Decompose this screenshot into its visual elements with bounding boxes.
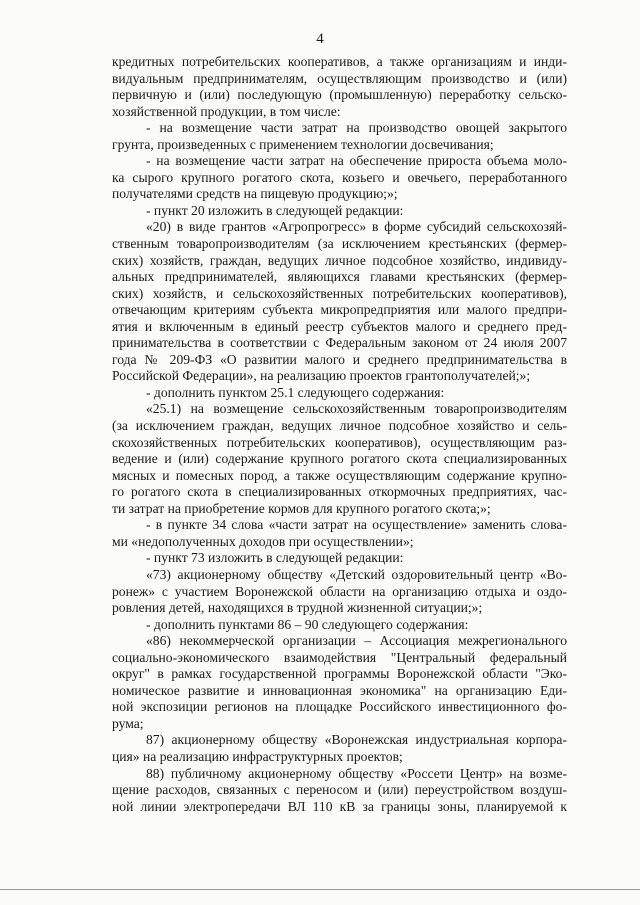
text-line: округ" в рамках государственной программы Воронежской области "Эко- xyxy=(112,666,567,682)
text-line: - на возмещение части затрат на обеспечение прироста объема моло- xyxy=(146,153,567,169)
text-line: - дополнить пунктом 25.1 следующего содержания: xyxy=(146,384,445,400)
text-line: «25.1) на возмещение сельскохозяйственным товаропроизводителям xyxy=(146,401,567,417)
text-line: отвечающим критериям субъекта микропредприятия или малого предпри- xyxy=(112,302,567,318)
text-line: номическое развитие и инновационная экономика" на организацию Еди- xyxy=(112,682,567,698)
page-bottom-rule xyxy=(0,889,640,890)
text-line: принимательства в соответствии с Федеральным законом от 24 июля 2007 xyxy=(112,335,567,351)
text-line: - пункт 73 изложить в следующей редакции: xyxy=(146,550,404,566)
text-line: ми «недополученных доходов при осуществлении»; xyxy=(112,533,414,549)
text-line: рума; xyxy=(112,715,144,731)
text-line: го рогатого скота в специализированных откормочных предприятиях, час- xyxy=(112,484,567,500)
text-line: года № 209-ФЗ «О развитии малого и среднего предпринимательства в xyxy=(112,351,567,367)
text-line: «73) акционерному обществу «Детский оздоровительный центр «Во- xyxy=(146,566,567,582)
text-line: грунта, произведенных с применением технологии досвечивания; xyxy=(112,136,494,152)
text-line: ственным товаропроизводителям (за исключением крестьянских (фермер- xyxy=(112,236,567,252)
text-line: «86) некоммерческой организации – Ассоциация межрегионального xyxy=(146,633,567,649)
text-line: альных предпринимателей, являющихся главами крестьянских (фермер- xyxy=(112,269,567,285)
text-line: - дополнить пунктами 86 – 90 следующего содержания: xyxy=(146,616,469,632)
text-line: щение расходов, связанных с переносом и (или) переустройством воздуш- xyxy=(112,782,567,798)
text-line: (за исключением граждан, ведущих личное подсобное хозяйство и сель- xyxy=(112,418,567,434)
text-line: 87) акционерному обществу «Воронежская индустриальная корпора- xyxy=(146,732,567,748)
text-line: ронеж» с участием Воронежской области на организацию отдыха и оздо- xyxy=(112,583,567,599)
text-line: первичную и (или) последующую (промышленную) переработку сельско- xyxy=(112,87,567,103)
text-line: получателями средств на пищевую продукцию;»; xyxy=(112,186,398,202)
text-line: социально-экономического взаимодействия "Центральный федеральный xyxy=(112,649,567,665)
text-line: ка сырого крупного рогатого скота, козьего и овечьего, переработанного xyxy=(112,169,567,185)
text-line: ведение и (или) содержание крупного рогатого скота специализированных xyxy=(112,451,567,467)
text-line: ятия и включенным в единый реестр субъектов малого и среднего пред- xyxy=(112,318,567,334)
text-line: ной экспозиции регионов на площадке Российского инвестиционного фо- xyxy=(112,699,567,715)
text-line: ти затрат на приобретение кормов для крупного рогатого скота;»; xyxy=(112,500,491,516)
text-line: ровления детей, находящихся в трудной жизненной ситуации;»; xyxy=(112,600,483,616)
text-line: видуальным предпринимателям, осуществляющим производство и (или) xyxy=(112,70,567,86)
text-line: ских) хозяйств, граждан, ведущих личное подсобное хозяйство, индивиду- xyxy=(112,252,567,268)
text-line: хозяйственной продукции, в том числе: xyxy=(112,103,341,119)
page-number: 4 xyxy=(316,31,324,47)
text-line: 88) публичному акционерному обществу «Россети Центр» на возме- xyxy=(146,765,567,781)
text-line: ских) хозяйств, и сельскохозяйственных потребительских кооперативов), xyxy=(112,285,567,301)
text-line: ция» на реализацию инфраструктурных проектов; xyxy=(112,748,403,764)
text-line: ной линии электропередачи ВЛ 110 кВ за границы зоны, планируемой к xyxy=(112,798,567,814)
text-line: - в пункте 34 слова «части затрат на осуществление» заменить слова- xyxy=(146,517,567,533)
text-line: кредитных потребительских кооперативов, а также организациям и инди- xyxy=(112,54,567,69)
text-line: Российской Федерации», на реализацию проектов грантополучателей;»; xyxy=(112,368,531,384)
text-line: мясных и помесных пород, а также осуществляющим содержание крупно- xyxy=(112,467,567,483)
text-line: - на возмещение части затрат на производство овощей закрытого xyxy=(146,120,567,136)
text-line: «20) в виде грантов «Агропрогресс» в форме субсидий сельскохозяй- xyxy=(146,219,567,235)
text-line: - пункт 20 изложить в следующей редакции: xyxy=(146,202,404,218)
text-line: скохозяйственных потребительских кооперативов), осуществляющим раз- xyxy=(112,434,567,450)
document-body xyxy=(112,54,567,815)
